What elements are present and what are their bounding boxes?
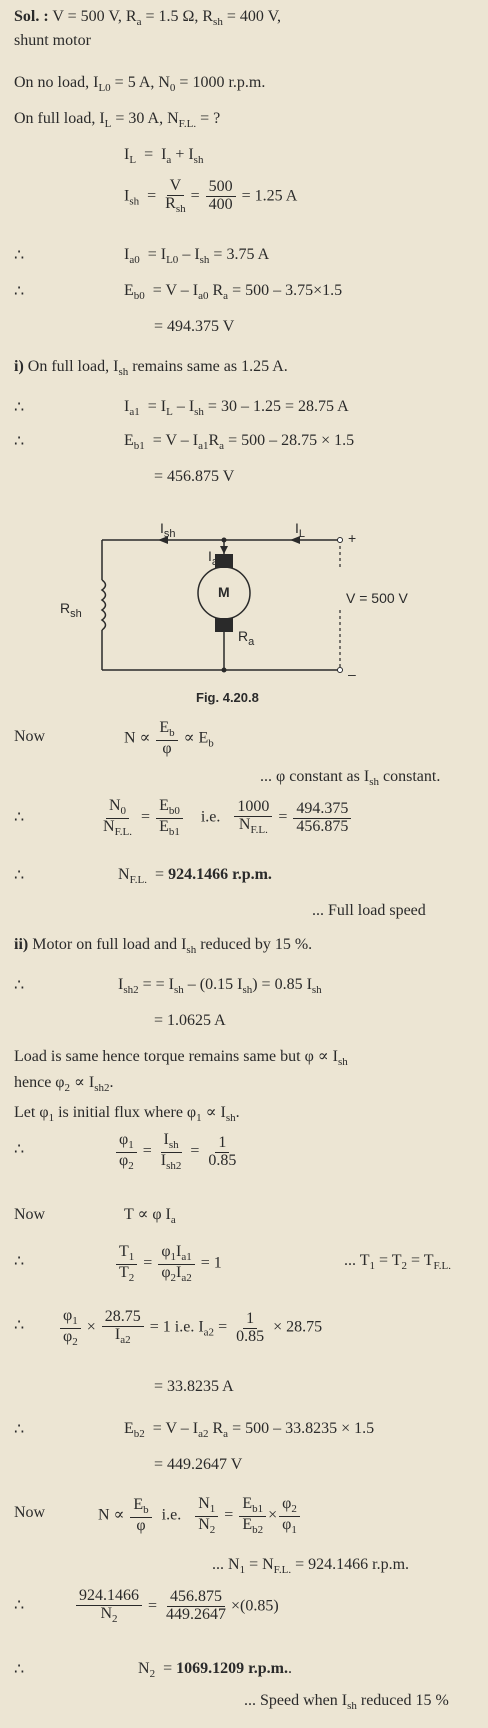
note-n2: ... Speed when $I_{sh}$ reduced 15 % <box>244 1692 449 1712</box>
label-plus: + <box>348 530 357 546</box>
speed-relation: Now N ∝ $\frac{E_b}{\varphi}$ ∝ $E_b$ <box>14 719 214 757</box>
eq-ish2: ∴ $I_{sh2}$ = = $I_{sh} - (0.15$ $I_{sh}) = 0.85$ $I_{sh}$ <box>14 975 322 996</box>
note-n1: ... $N_1 = N_{F.L.} = 924.1466$ r.p.m. <box>212 1556 410 1576</box>
full-load-line: On full load, $I_L = 30$ A, $N_{F.L.}$ = ? <box>14 110 221 130</box>
label-il: $I_L$ <box>295 520 306 540</box>
note-full-load-speed: ... Full load speed <box>312 902 426 919</box>
motor-type: shunt motor <box>14 32 91 49</box>
part-ii-heading: ii) Motor on full load and $I_{sh}$ reduced by 15 %. <box>14 936 313 956</box>
eq-eb1-result: = 456.875 V <box>154 468 235 485</box>
load-statement-2: hence $\varphi_2 \propto I_{sh2}$. <box>14 1074 114 1094</box>
eq-il: $I_L = I_a + I_{sh}$ <box>124 146 204 166</box>
eq-final-ratio: ∴ $\frac{924.1466}{N_2}$ = $\frac{456.875}{449.2647}$ ×(0.85) <box>14 1587 279 1625</box>
eq-nfl: ∴ $N_{F.L.} = 924.1466$ r.p.m. <box>14 865 272 886</box>
no-load-line: On no load, $I_{L0} = 5$ A, $N_0 = 1000$ r.p.m. <box>14 74 266 94</box>
let-statement: Let $\varphi_1$ is initial flux where $\varphi_1 \propto I_{sh}$. <box>14 1104 240 1124</box>
brush-bottom <box>215 618 233 632</box>
eq-ia2: ∴ $\frac{\varphi_1}{\varphi_2}$ × $\frac{28.75}{I_{a2}}$ = 1 i.e. $I_{a2}$ = $\frac{1}{0.85}$ × 28.75 <box>14 1307 323 1348</box>
label-ra: $R_a$ <box>238 628 255 648</box>
eq-ish: $I_{sh}$ = V $R_{sh}$ = $\frac{500}{400}$ = 1.25 A <box>124 177 298 215</box>
eq-eb1: ∴ $E_{b1} = V - I_{a1}R_a = 500 - 28.75 \times 1.5$ <box>14 431 355 452</box>
figure-caption: Fig. 4.20.8 <box>196 690 259 705</box>
eq-eb0: ∴ $E_{b0} = V - I_{a0}$ $R_a = 500 - 3.75\times 1.5$ <box>14 281 343 302</box>
speed-relation-2: Now N ∝ $\frac{E_b}{\varphi}$ i.e. $\frac{N_1}{N_2}$ = $\frac{E_{b1}}{E_{b2}}$ × $\frac{\varphi_2}{\varphi_1}$ <box>14 1504 45 1522</box>
label-ish: $I_{sh}$ <box>160 520 176 540</box>
load-statement: Load is same hence torque remains same but $\varphi \propto I_{sh}$ <box>14 1048 348 1068</box>
eq-n2: ∴ $N_2 = 1069.1209$ r.p.m.. <box>14 1659 292 1680</box>
arrow-ia <box>220 546 228 554</box>
eq-speed-ratio: ∴ $\frac{N_0}{N_{F.L.}}$ = $\frac{E_{b0}}{E_{b1}}$ i.e. $\frac{1000}{N_{F.L.}}$ = $\frac{494.375}{456.875}$ <box>14 808 24 827</box>
eq-ish2-result: = 1.0625 A <box>154 1012 226 1029</box>
part-i-heading: i) On full load, $I_{sh}$ remains same as 1.25 A. <box>14 358 288 378</box>
eq-eb2-result: = 449.2647 V <box>154 1456 243 1473</box>
label-rsh: $R_{sh}$ <box>60 600 82 620</box>
eq-phi-ratio: ∴ $\frac{\varphi_1}{\varphi_2}$ = $I_{sh}$ $I_{sh2}$ = $\frac{1}{0.85}$ <box>14 1131 237 1172</box>
eq-torque-ratio: ∴ $\frac{T_1}{T_2}$ = $\frac{\varphi_1I_{a1}}{\varphi_2I_{a2}}$ = 1 ... $T_1 = T_2 = T_{F.L.}$ <box>14 1243 451 1284</box>
eq-eb2: ∴ $E_{b2} = V - I_{a2}$ $R_a = 500 - 33.8235 \times 1.5$ <box>14 1419 375 1440</box>
eq-ia0: ∴ $I_{a0} = I_{L0} - I_{sh} = 3.75$ A <box>14 245 270 266</box>
eq-eb0-result: = 494.375 V <box>154 318 235 335</box>
note-phi-constant: ... φ constant as $I_{sh}$ constant. <box>260 768 441 788</box>
eq-ia1: ∴ $I_{a1} = I_L - I_{sh} = 30 - 1.25 = 28.75$ A <box>14 397 349 418</box>
torque-relation: Now T ∝ φ $I_a$ <box>14 1206 176 1226</box>
label-voltage: V = 500 V <box>346 590 408 606</box>
label-motor: M <box>218 584 230 600</box>
solution-heading: Sol. : V = 500 V, $R_a = 1.5$ Ω, $R_{sh} = 400$ V, <box>14 8 282 28</box>
label-minus: – <box>348 666 356 682</box>
label-ia: $I_a$ <box>208 548 219 568</box>
eq-ia2-result: = 33.8235 A <box>154 1378 234 1395</box>
